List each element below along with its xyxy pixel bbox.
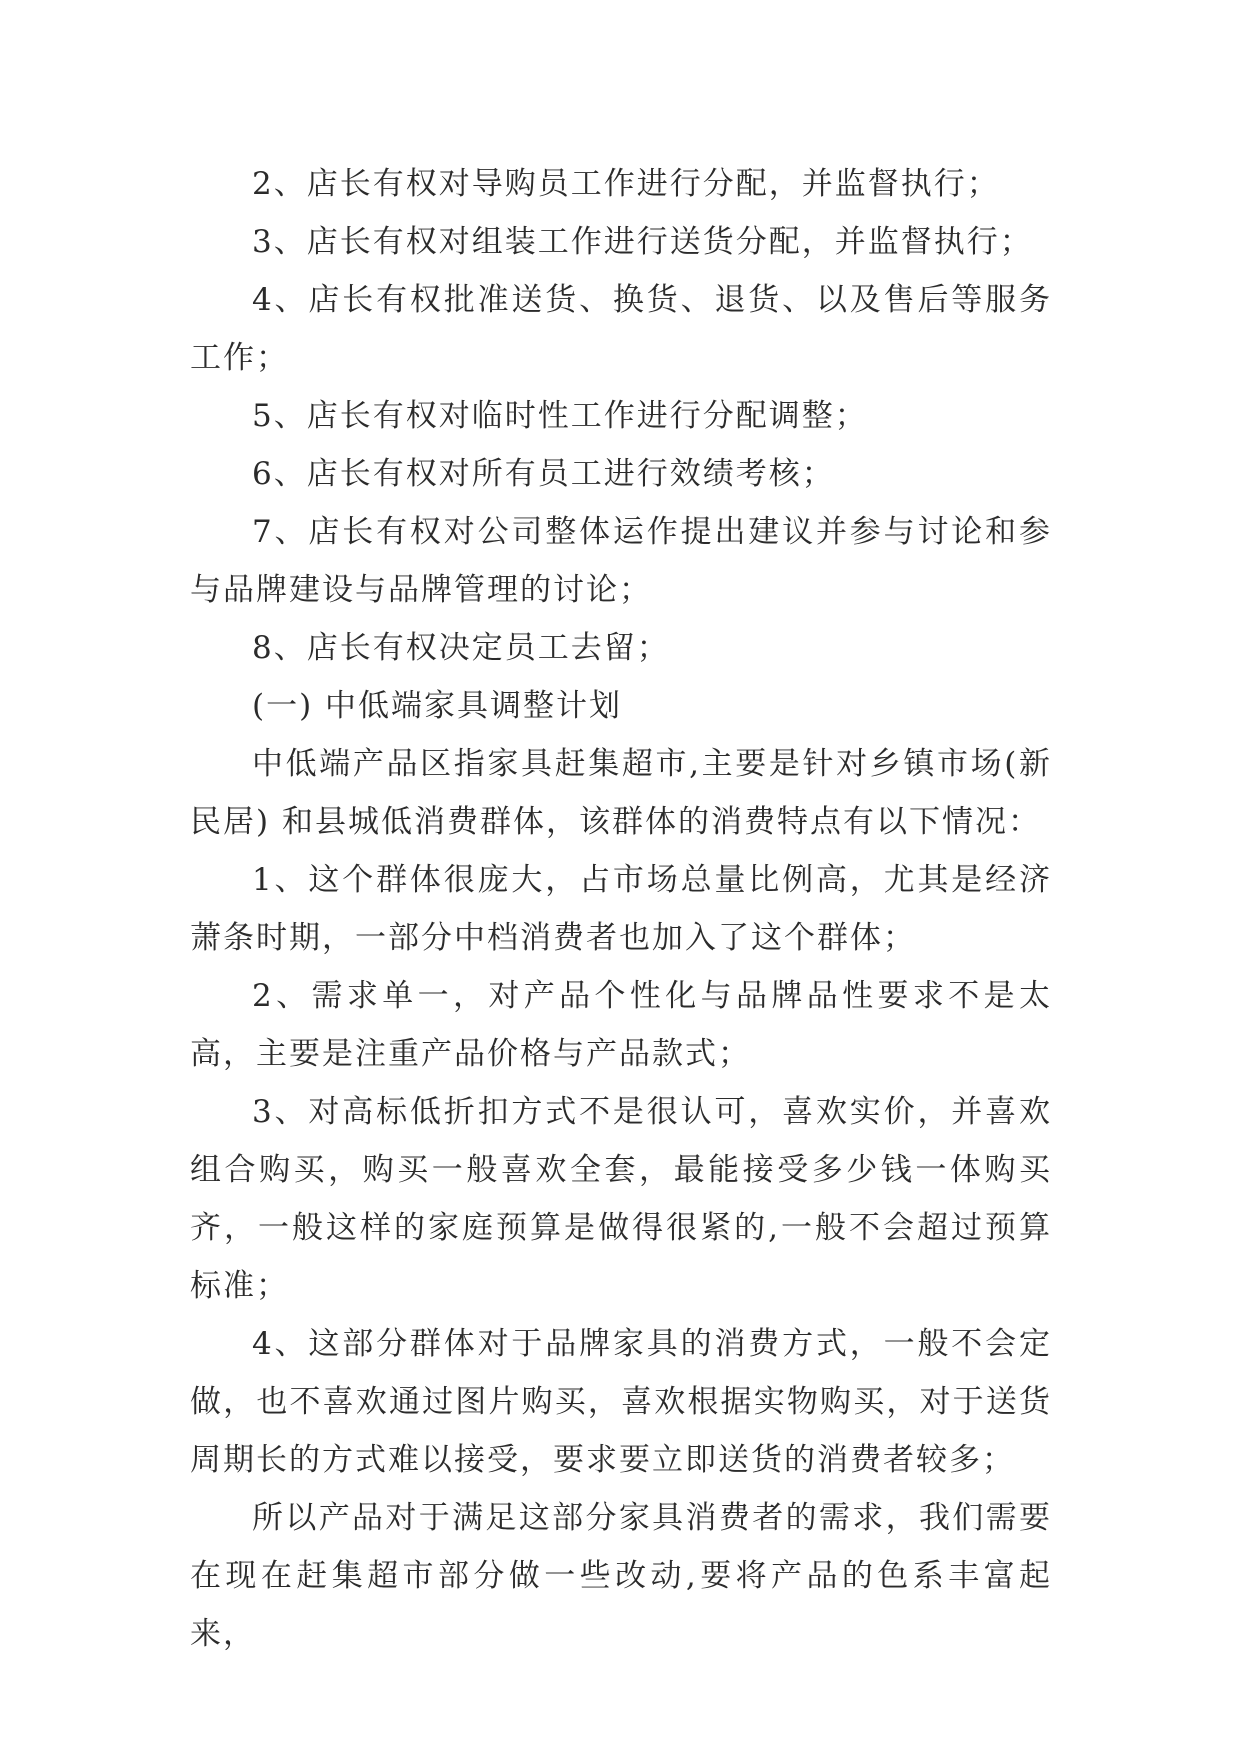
- feature-item-3: 3、对高标低折扣方式不是很认可，喜欢实价，并喜欢组合购买，购买一般喜欢全套，最能接受多少钱一体购买齐，一般这样的家庭预算是做得很紧的,一般不会超过预算标准；: [190, 1094, 1052, 1304]
- paragraph-item-8: 8、店长有权决定员工去留；: [252, 630, 670, 666]
- paragraph-item-2: 2、店长有权对导购员工作进行分配，并监督执行；: [252, 166, 1000, 202]
- paragraph-item-4: 4、店长有权批准送货、换货、退货、以及售后等服务工作；: [190, 282, 1052, 376]
- paragraph-item-7: 7、店长有权对公司整体运作提出建议并参与讨论和参与品牌建设与品牌管理的讨论；: [190, 514, 1052, 608]
- feature-item-1: 1、这个群体很庞大，占市场总量比例高，尤其是经济萧条时期，一部分中档消费者也加入了这个群体；: [190, 862, 1052, 956]
- conclusion-paragraph: 所以产品对于满足这部分家具消费者的需求，我们需要在现在赶集超市部分做一些改动,要将产品的色系丰富起来，: [190, 1500, 1052, 1652]
- section-heading: (一) 中低端家具调整计划: [252, 688, 623, 724]
- feature-item-2: 2、需求单一，对产品个性化与品牌品性要求不是太高，主要是注重产品价格与产品款式；: [190, 978, 1052, 1072]
- paragraph-item-5: 5、店长有权对临时性工作进行分配调整；: [252, 398, 868, 434]
- paragraph-item-3: 3、店长有权对组装工作进行送货分配，并监督执行；: [252, 224, 1033, 260]
- feature-item-4: 4、这部分群体对于品牌家具的消费方式，一般不会定做，也不喜欢通过图片购买，喜欢根据实物购买，对于送货周期长的方式难以接受，要求要立即送货的消费者较多；: [190, 1326, 1052, 1478]
- paragraph-item-6: 6、店长有权对所有员工进行效绩考核；: [252, 456, 835, 492]
- intro-paragraph: 中低端产品区指家具赶集超市,主要是针对乡镇市场(新民居) 和县城低消费群体，该群体的消费特点有以下情况：: [190, 746, 1052, 840]
- document-body: [190, 155, 1052, 1663]
